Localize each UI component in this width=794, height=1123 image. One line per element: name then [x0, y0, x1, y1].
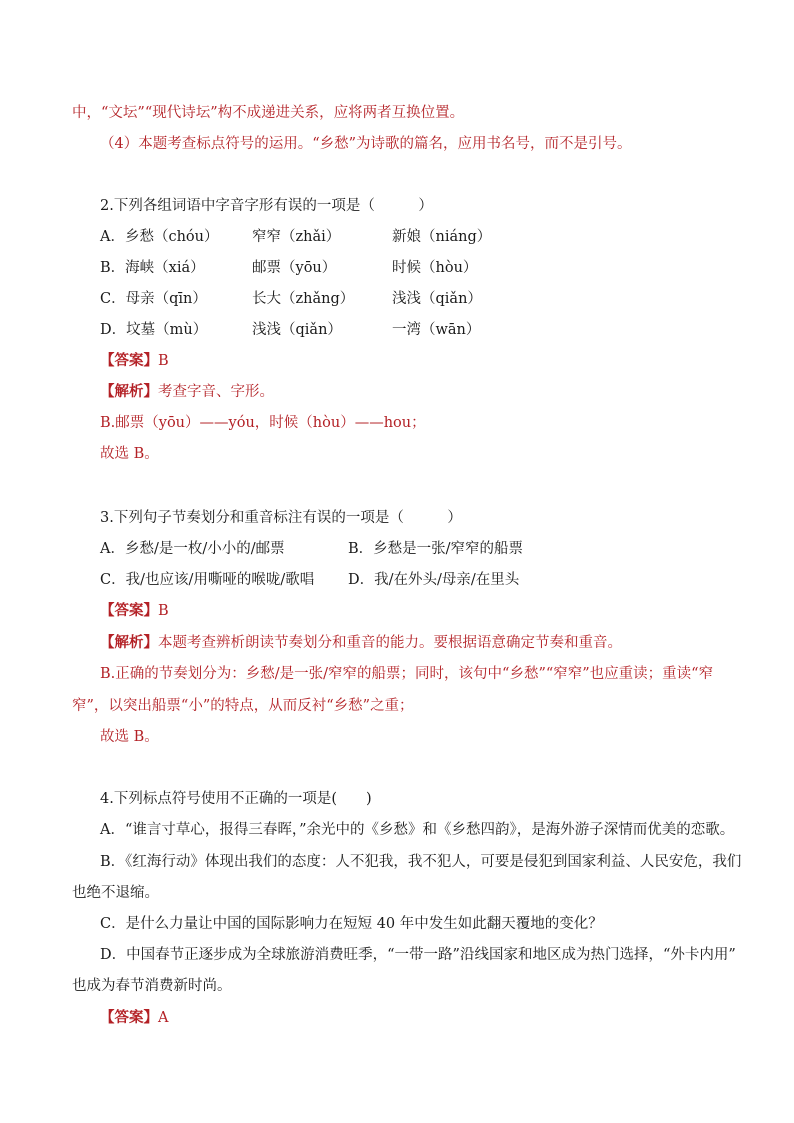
q2-analysis [100, 382, 734, 402]
analysis-tag: 【解析】 [100, 383, 158, 400]
q4-option-b-line-2: 也绝不退缩。 [72, 885, 159, 901]
q2-option-a-2: 窄窄（zhǎi） [252, 229, 341, 245]
q3-answer-value: B [158, 603, 169, 619]
q2-option-row-c [100, 289, 734, 309]
q2-option-a-3: 新娘（niáng） [392, 229, 492, 245]
q2-stem: 2.下列各组词语中字音字形有误的一项是（ ） [100, 198, 433, 214]
q2-option-c-3: 浅浅（qiǎn） [392, 291, 482, 307]
q4-option-d-line-1: D．中国春节正逐步成为全球旅游消费旺季，“一带一路”沿线国家和地区成为热门选择，“外卡内用” [100, 947, 736, 963]
q4-option-c: C．是什么力量让中国的国际影响力在短短 40 年中发生如此翻天覆地的变化？ [100, 916, 603, 932]
q2-answer [100, 351, 734, 371]
q3-answer [100, 601, 734, 621]
q3-option-a: A．乡愁/是一枚/小小的/邮票 [100, 541, 285, 557]
answer-tag: 【答案】 [100, 1009, 158, 1026]
q3-analysis-text: 本题考查辨析朗读节奏划分和重音的能力。要根据语意确定节奏和重音。 [158, 635, 622, 651]
q2-option-d-2: 浅浅（qiǎn） [252, 322, 342, 338]
q2-option-d-1: D．坟墓（mù） [100, 322, 208, 338]
q2-detail: B.邮票（yōu）——yóu，时候（hòu）——hou； [100, 415, 426, 431]
q4-answer [100, 1008, 734, 1028]
q2-option-b-3: 时候（hòu） [392, 260, 478, 276]
q4-stem: 4.下列标点符号使用不正确的一项是( ) [100, 791, 372, 807]
q3-option-row-1 [100, 539, 734, 559]
q4-option-d-line-2: 也成为春节消费新时尚。 [72, 978, 232, 994]
q3-analysis [100, 633, 734, 653]
q3-conclusion: 故选 B。 [100, 729, 159, 745]
q2-option-row-a [100, 227, 734, 247]
q2-option-row-b [100, 258, 734, 278]
q2-option-b-1: B．海峡（xiá） [100, 260, 205, 276]
q3-stem: 3.下列句子节奏划分和重音标注有误的一项是（ ） [100, 510, 462, 526]
q2-option-b-2: 邮票（yōu） [252, 260, 337, 276]
q4-option-a: A．“谁言寸草心，报得三春晖，”余光中的《乡愁》和《乡愁四韵》，是海外游子深情而优美的恋歌。 [100, 822, 735, 838]
analysis-tag: 【解析】 [100, 634, 158, 651]
q3-option-row-2 [100, 570, 734, 590]
q2-option-row-d [100, 320, 734, 340]
q3-detail-line-2: 窄”，以突出船票“小”的特点，从而反衬“乡愁”之重； [72, 698, 414, 714]
q2-answer-value: B [158, 353, 169, 369]
q2-option-a-1: A．乡愁（chóu） [100, 229, 219, 245]
q2-option-c-2: 长大（zhǎng） [252, 291, 355, 307]
answer-tag: 【答案】 [100, 602, 158, 619]
q4-answer-value: A [158, 1010, 169, 1026]
q3-option-c: C．我/也应该/用嘶哑的喉咙/歌唱 [100, 572, 315, 588]
prev-analysis-line-1: 中，“文坛”“现代诗坛”构不成递进关系，应将两者互换位置。 [72, 105, 465, 121]
q3-option-b: B．乡愁是一张/窄窄的船票 [348, 541, 524, 557]
q2-conclusion: 故选 B。 [100, 446, 159, 462]
prev-analysis-line-2: （4）本题考查标点符号的运用。“乡愁”为诗歌的篇名，应用书名号，而不是引号。 [100, 136, 632, 152]
q3-option-d: D．我/在外头/母亲/在里头 [348, 572, 520, 588]
q2-analysis-text: 考查字音、字形。 [158, 384, 274, 400]
q2-option-d-3: 一湾（wān） [392, 322, 481, 338]
q4-option-b-line-1: B．《红海行动》体现出我们的态度：人不犯我，我不犯人，可要是侵犯到国家利益、人民安危，我们 [100, 854, 742, 870]
q3-detail-line-1: B.正确的节奏划分为：乡愁/是一张/窄窄的船票；同时，该句中“乡愁”“窄窄”也应重读；重读“窄 [100, 666, 714, 682]
q2-option-c-1: C．母亲（qīn） [100, 291, 207, 307]
answer-tag: 【答案】 [100, 352, 158, 369]
